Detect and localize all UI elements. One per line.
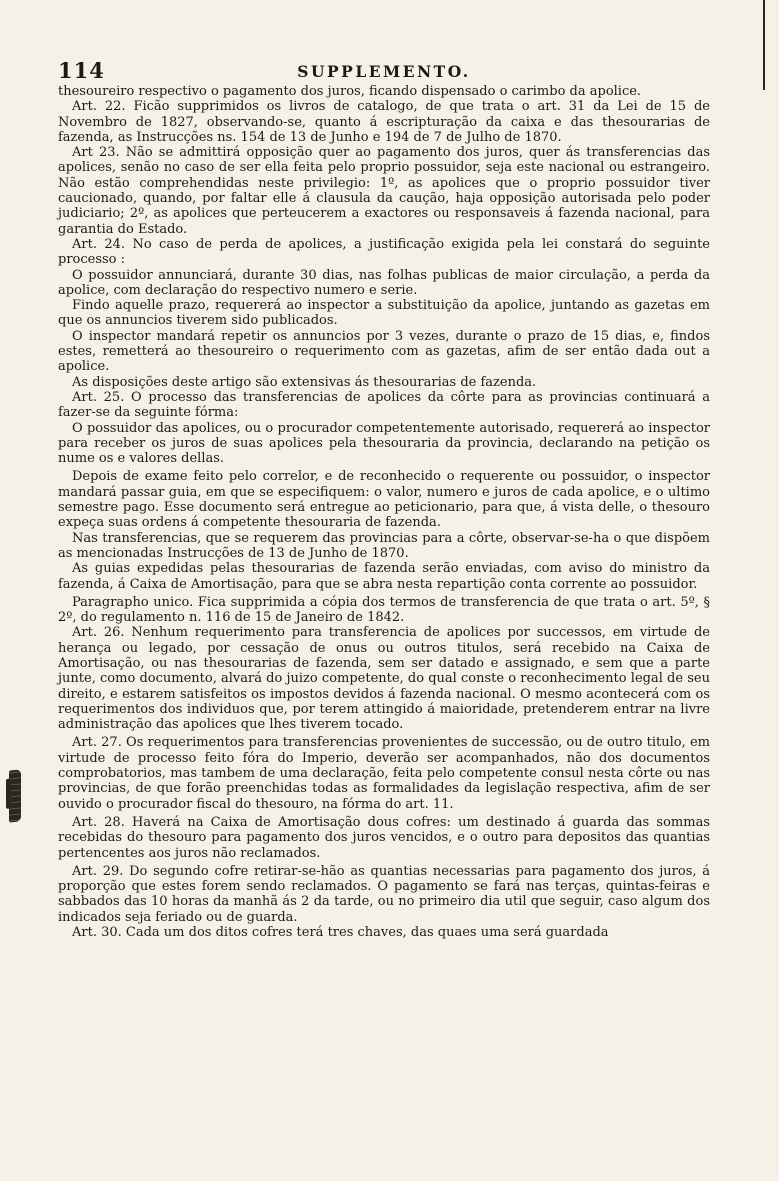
paragraph: Findo aquelle prazo, requererá ao inspector a substituição da apolice, juntando as gazetas em que os annuncios tiverem sido publicados. (58, 298, 710, 329)
paragraph: Art. 22. Ficão supprimidos os livros de catalogo, de que trata o art. 31 da Lei de 15 de Novembro de 1827, observando-se, quanto á escripturação da caixa e das thesourarias de fazenda, as Instrucções ns. 154 de 13 de Junho e 194 de 7 de Julho de 1870. (58, 99, 710, 145)
body-text (58, 84, 710, 940)
page-number: 114 (58, 58, 105, 83)
paragraph: Art. 24. No caso de perda de apolices, a justificação exigida pela lei constará do seguinte processo : (58, 236, 710, 268)
paragraph: O possuidor annunciará, durante 30 dias, nas folhas publicas de maior circulação, a perda da apolice, com declaração do respectivo numero e serie. (58, 267, 710, 298)
paragraph: Art 23. Não se admittirá opposição quer ao pagamento dos juros, quer ás transferencias das apolices, senão no caso de ser ella feita pelo proprio possuidor, seja este nacional ou estrangeiro. Não estão comprehendidas neste privilegio: 1º, as apolices que o proprio possuidor tiver caucionado, quando, por faltar elle á clausula da caução, haja opposição autorisada pelo poder judiciario; 2º, as apolices que perteucerem a exactores ou responsaveis á fazenda nacional, para garantia do Estado. (58, 145, 710, 237)
paragraph: thesoureiro respectivo o pagamento dos juros, ficando dispensado o carimbo da apolice. (58, 84, 642, 99)
margin-ink-mark (9, 769, 21, 822)
paragraph: Art. 30. Cada um dos ditos cofres terá tres chaves, das quaes uma será guardada (72, 925, 609, 941)
page (58, 58, 710, 940)
paragraph: As guias expedidas pelas thesourarias de fazenda serão enviadas, com aviso do ministro da fazenda, á Caixa de Amortisação, para que se abra nesta repartição conta corrente ao possuidor. (58, 561, 710, 592)
paragraph: Art. 28. Haverá na Caixa de Amortisação dous cofres: um destinado á guarda das sommas recebidas do thesouro para pagamento dos juros vencidos, e o outro para depositos das quantias pertencentes aos juros não reclamados. (58, 814, 710, 861)
paragraph: Art. 26. Nenhum requerimento para transferencia de apolices por successos, em virtude de herança ou legado, por cessação de onus ou outros titulos, será recebido na Caixa de Amortisação, ou nas thesourarias de fazenda, sem ser datado e assignado, e sem que a parte junte, como documento, alvará do juizo competente, do qual conste o reconhecimento legal de seu direito, e estarem satisfeitos os impostos devidos á fazenda nacional. O mesmo acontecerá com os requerimentos dos individuos que, por terem attingido á maioridade, pretenderem entrar na livre administração das apolices que lhes tiverem tocado. (58, 625, 710, 733)
paragraph: Art. 25. O processo das transferencias de apolices da côrte para as provincias continuará a fazer-se da seguinte fórma: (58, 389, 710, 421)
paragraph: Nas transferencias, que se requerem das provincias para a côrte, observar-se-ha o que dispõem as mencionadas Instrucções de 13 de Junho de 1870. (58, 530, 710, 561)
paragraph: Art. 27. Os requerimentos para transferencias provenientes de successão, ou de outro titulo, em virtude de processo feito fóra do Imperio, deverão ser acompanhados, não dos documentos comprobatorios, mas tambem de uma declaração, feita pelo competente consul nesta côrte ou nas provincias, de que forão preenchidas todas as formalidades da legislação respectiva, afim de ser ouvido o procurador fiscal do thesouro, na fórma do art. 11. (58, 735, 710, 812)
running-title: SUPPLEMENTO. (297, 62, 471, 81)
paragraph: O possuidor das apolices, ou o procurador competentemente autorisado, requererá ao inspector para receber os juros de suas apolices pela thesouraria da provincia, declarando na petição os nume os e valores dellas. (58, 420, 710, 467)
page-edge-rule (763, 0, 765, 90)
paragraph: As disposições deste artigo são extensivas ás thesourarias de fazenda. (72, 374, 537, 390)
paragraph: Depois de exame feito pelo correlor, e de reconhecido o requerente ou possuidor, o inspector mandará passar guia, em que se especifiquem: o valor, numero e juros de cada apolice, e o ultimo semestre pago. Esse documento será entregue ao peticionario, para que, á vista delle, o thesouro expeça suas ordens á competente thesouraria de fazenda. (58, 469, 710, 531)
paragraph: O inspector mandará repetir os annuncios por 3 vezes, durante o prazo de 15 dias, e, findos estes, remetterá ao thesoureiro o requerimento com as gazetas, afim de ser então dada out a apolice. (58, 328, 710, 375)
paragraph: Art. 29. Do segundo cofre retirar-se-hão as quantias necessarias para pagamento dos juros, á proporção que estes forem sendo reclamados. O pagamento se fará nas terças, quintas-feiras e sabbados das 10 horas da manhã ás 2 da tarde, ou no primeiro dia util que seguir, caso algum dos indicados seja feriado ou de guarda. (58, 863, 710, 925)
paragraph: Paragrapho unico. Fica supprimida a cópia dos termos de transferencia de que trata o art. 5º, § 2º, do regulamento n. 116 de 15 de Janeiro de 1842. (58, 594, 710, 626)
page-header (58, 58, 710, 83)
